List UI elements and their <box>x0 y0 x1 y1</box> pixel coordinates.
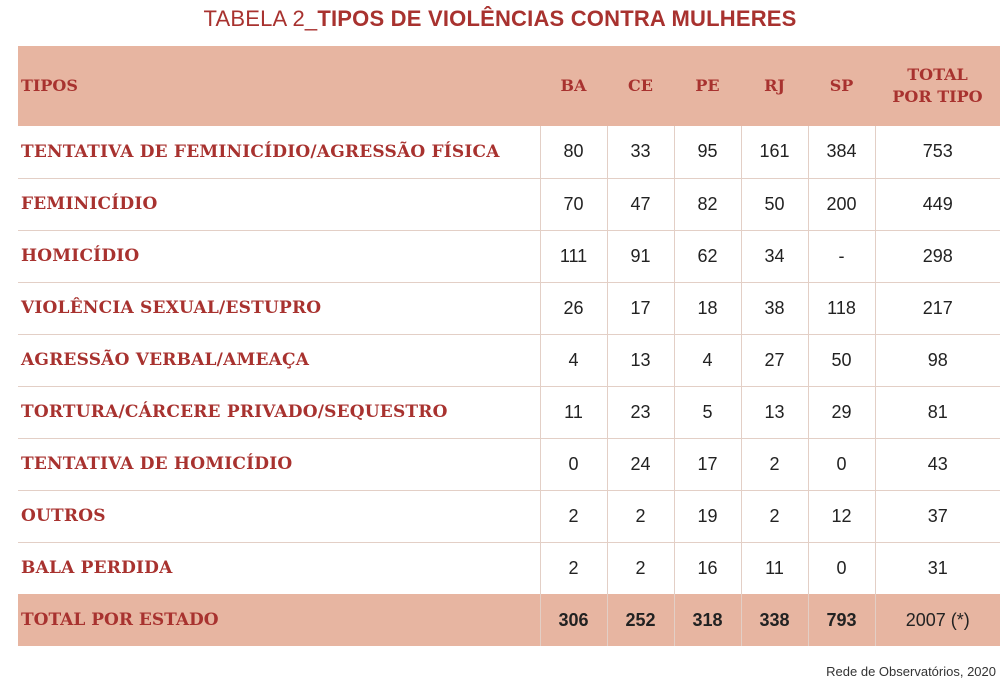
cell-value-ce: 13 <box>607 334 674 386</box>
cell-value-sp: 118 <box>808 282 875 334</box>
cell-value-ce: 24 <box>607 438 674 490</box>
cell-value-sp: 29 <box>808 386 875 438</box>
cell-value-sp: - <box>808 230 875 282</box>
table-row <box>18 438 1000 490</box>
header-ce: CE <box>628 76 653 95</box>
header-rj: RJ <box>764 76 785 95</box>
footer-grand-total: 2007 (*) <box>875 594 1000 646</box>
cell-value-ce: 2 <box>607 490 674 542</box>
cell-total-por-tipo: 449 <box>875 178 1000 230</box>
cell-value-rj: 34 <box>741 230 808 282</box>
cell-value-pe: 18 <box>674 282 741 334</box>
table-row <box>18 178 1000 230</box>
table-row <box>18 542 1000 594</box>
source-note: Rede de Observatórios, 2020 <box>826 664 996 679</box>
cell-value-ba: 2 <box>540 490 607 542</box>
row-type-label: VIOLÊNCIA SEXUAL/ESTUPRO <box>18 282 540 334</box>
cell-value-ba: 111 <box>540 230 607 282</box>
header-pe: PE <box>695 76 720 95</box>
header-row <box>18 46 1000 126</box>
row-type-label: FEMINICÍDIO <box>18 178 540 230</box>
cell-value-ba: 0 <box>540 438 607 490</box>
violence-table <box>18 46 1000 646</box>
cell-value-sp: 200 <box>808 178 875 230</box>
cell-value-ce: 91 <box>607 230 674 282</box>
header-tipos: TIPOS <box>21 76 78 95</box>
cell-total-por-tipo: 31 <box>875 542 1000 594</box>
table-row <box>18 386 1000 438</box>
row-type-label: AGRESSÃO VERBAL/AMEAÇA <box>18 334 540 386</box>
cell-value-sp: 0 <box>808 542 875 594</box>
cell-value-ba: 70 <box>540 178 607 230</box>
row-type-label: TENTATIVA DE HOMICÍDIO <box>18 438 540 490</box>
cell-total-por-tipo: 298 <box>875 230 1000 282</box>
header-sp: SP <box>829 76 854 95</box>
cell-value-rj: 38 <box>741 282 808 334</box>
row-type-label: BALA PERDIDA <box>18 542 540 594</box>
cell-value-pe: 82 <box>674 178 741 230</box>
footer-value-ba: 306 <box>540 594 607 646</box>
cell-value-ce: 17 <box>607 282 674 334</box>
table-row <box>18 334 1000 386</box>
cell-value-ce: 33 <box>607 126 674 178</box>
table-row <box>18 282 1000 334</box>
cell-value-sp: 384 <box>808 126 875 178</box>
row-type-label: HOMICÍDIO <box>18 230 540 282</box>
cell-value-pe: 16 <box>674 542 741 594</box>
row-type-label: TENTATIVA DE FEMINICÍDIO/AGRESSÃO FÍSICA <box>21 141 500 162</box>
cell-value-ba: 26 <box>540 282 607 334</box>
table-title <box>0 6 1000 32</box>
cell-value-ce: 47 <box>607 178 674 230</box>
cell-value-sp: 0 <box>808 438 875 490</box>
header-total-por-tipo <box>875 46 1000 126</box>
cell-value-rj: 11 <box>741 542 808 594</box>
cell-value-pe: 17 <box>674 438 741 490</box>
cell-value-pe: 62 <box>674 230 741 282</box>
cell-total-por-tipo: 43 <box>875 438 1000 490</box>
cell-value-rj: 13 <box>741 386 808 438</box>
cell-value-rj: 2 <box>741 438 808 490</box>
header-total-line-1: TOTAL <box>907 65 968 84</box>
cell-value-sp: 50 <box>808 334 875 386</box>
header-total-line-2: POR TIPO <box>892 87 983 106</box>
cell-total-por-tipo: 81 <box>875 386 1000 438</box>
footer-value-pe: 318 <box>674 594 741 646</box>
row-type-label: OUTROS <box>18 490 540 542</box>
cell-value-sp: 12 <box>808 490 875 542</box>
cell-total-por-tipo: 217 <box>875 282 1000 334</box>
cell-value-ba: 11 <box>540 386 607 438</box>
cell-total-por-tipo: 753 <box>875 126 1000 178</box>
cell-value-rj: 50 <box>741 178 808 230</box>
cell-total-por-tipo: 98 <box>875 334 1000 386</box>
cell-value-pe: 19 <box>674 490 741 542</box>
cell-total-por-tipo: 37 <box>875 490 1000 542</box>
cell-value-rj: 2 <box>741 490 808 542</box>
cell-value-rj: 161 <box>741 126 808 178</box>
cell-value-rj: 27 <box>741 334 808 386</box>
table-row <box>18 126 1000 178</box>
table-row <box>18 230 1000 282</box>
cell-value-ba: 4 <box>540 334 607 386</box>
cell-value-ba: 2 <box>540 542 607 594</box>
cell-value-ce: 23 <box>607 386 674 438</box>
cell-value-pe: 5 <box>674 386 741 438</box>
footer-label: TOTAL POR ESTADO <box>21 610 219 630</box>
header-ba: BA <box>560 76 587 95</box>
row-type-label: TORTURA/CÁRCERE PRIVADO/SEQUESTRO <box>18 386 540 438</box>
title-prefix: TABELA 2_ <box>203 6 318 31</box>
cell-value-ba: 80 <box>540 126 607 178</box>
footer-value-ce: 252 <box>607 594 674 646</box>
cell-value-ce: 2 <box>607 542 674 594</box>
footer-row <box>18 594 1000 646</box>
cell-value-pe: 4 <box>674 334 741 386</box>
footer-value-rj: 338 <box>741 594 808 646</box>
cell-value-pe: 95 <box>674 126 741 178</box>
footer-value-sp: 793 <box>808 594 875 646</box>
title-main: TIPOS DE VIOLÊNCIAS CONTRA MULHERES <box>317 6 797 31</box>
table-row <box>18 490 1000 542</box>
